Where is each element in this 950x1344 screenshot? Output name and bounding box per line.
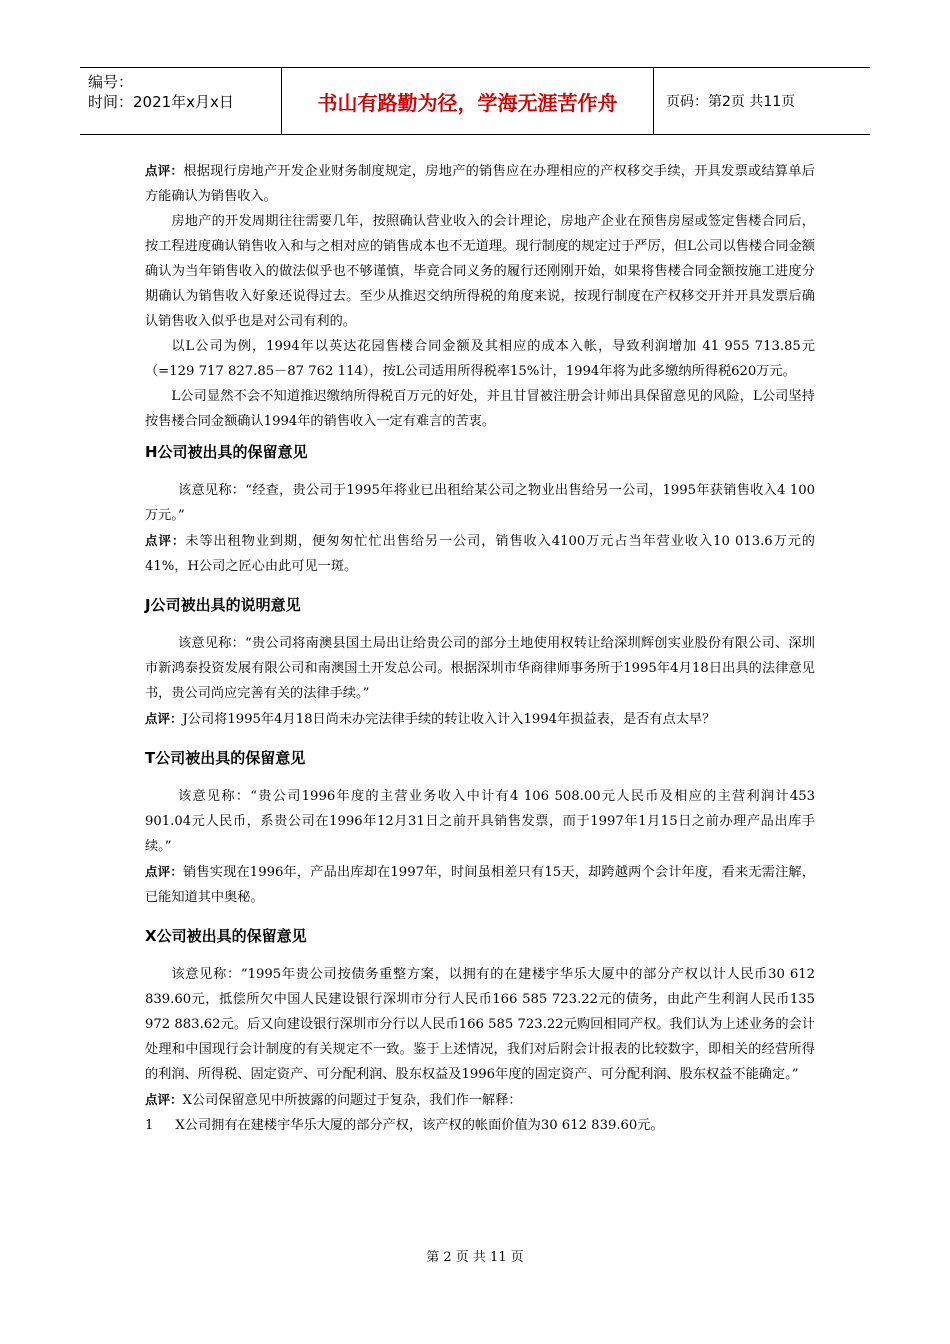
header-meta: [80, 68, 282, 134]
list-item: [145, 1113, 815, 1138]
comment-text: 未等出租物业到期，便匆匆忙忙出售给另一公司，销售收入4100万元占当年营业收入10 013.6万元的41%，H公司之匠心由此可见一斑。: [145, 534, 815, 574]
header-motto: 书山有路勤为径，学海无涯苦作舟: [282, 68, 654, 134]
document-body: [145, 158, 815, 1138]
comment-text: X公司保留意见中所披露的问题过于复杂，我们作一解释：: [182, 1093, 522, 1108]
opinion-paragraph: 该意见称：“贵公司将南澳县国土局出让给贵公司的部分土地使用权转让给深圳辉创实业股份有限公司、深圳市新鸿泰投资发展有限公司和南澳国土开发总公司。根据深圳市华商律师事务所于1995年4月18日出具的法律意见书，贵公司尚应完善有关的法律手续。”: [145, 636, 815, 701]
comment-label: 点评：: [145, 163, 184, 178]
paragraph: [145, 859, 815, 910]
paragraph: L公司显然不会不知道推迟缴纳所得税百万元的好处，并且甘冒被注册会计师出具保留意见的风险，L公司坚持按售楼合同金额确认1994年的销售收入一定有难言的苦衷。: [145, 389, 815, 429]
paragraph: 以L公司为例，1994年以英达花园售楼合同金额及其相应的成本入帐，导致利润增加 41 955 713.85元（=129 717 827.85－87 762 114），按L公司适用所得税率15%计，1994年将为此多缴纳所得税620万元。: [145, 339, 815, 379]
page-header: [80, 67, 870, 135]
paragraph: 房地产的开发周期往往需要几年，按照确认营业收入的会计理论，房地产企业在预售房屋或签定售楼合同后，按工程进度确认销售收入和与之相对应的销售成本也不无道理。现行制度的规定过于严厉，但L公司以售楼合同金额确认为当年销售收入的做法似乎也不够谨慎，毕竟合同义务的履行还刚刚开始，如果将售楼合同金额按施工进度分期确认为销售收入好象还说得过去。至少从推迟交纳所得税的角度来说，按现行制度在产权移交开并开具发票后确认销售收入似乎也是对公司有利的。: [145, 214, 815, 329]
paragraph: [145, 706, 815, 732]
comment-text: 根据现行房地产开发企业财务制度规定，房地产的销售应在办理相应的产权移交手续，开具发票或结算单后方能确认为销售收入。: [145, 164, 815, 204]
paragraph: [145, 158, 815, 209]
comment-text: J公司将1995年4月18日尚未办完法律手续的转让收入计入1994年损益表，是否有点太早？: [182, 712, 716, 727]
section-heading: J公司被出具的说明意见: [145, 596, 301, 614]
comment-label: 点评：: [145, 711, 183, 726]
section-heading: X公司被出具的保留意见: [145, 927, 307, 945]
item-number: 1: [145, 1118, 154, 1133]
header-page-number: 页码：第2页 共11页: [666, 94, 796, 110]
paragraph: [145, 528, 815, 579]
comment-text: 销售实现在1996年，产品出库却在1997年，时间虽相差只有15天，却跨越两个会计年度，看来无需注解，已能知道其中奥秘。: [145, 865, 815, 905]
section-heading: T公司被出具的保留意见: [145, 749, 306, 767]
comment-label: 点评：: [145, 533, 186, 548]
section-heading: H公司被出具的保留意见: [145, 443, 308, 461]
opinion-paragraph: 该意见称：“经查，贵公司于1995年将业已出租给某公司之物业出售给另一公司，1995年获销售收入4 100万元。”: [145, 483, 815, 523]
number-label: 编号：: [88, 73, 134, 91]
comment-label: 点评：: [145, 864, 184, 879]
item-text: X公司拥有在建楼宇华乐大厦的部分产权，该产权的帐面价值为30 612 839.60元。: [175, 1118, 664, 1133]
comment-label: 点评：: [145, 1092, 183, 1107]
opinion-paragraph: 该意见称：“贵公司1996年度的主营业务收入中计有4 106 508.00元人民币及相应的主营利润计453 901.04元人民币，系贵公司在1996年12月31日之前开具销售发票，而于1997年1月15日之前办理产品出库手续。”: [145, 789, 815, 854]
opinion-paragraph: 该意见称：“1995年贵公司按债务重整方案，以拥有的在建楼宇华乐大厦中的部分产权以计人民币30 612 839.60元，抵偿所欠中国人民建设银行深圳市分行人民币166 585 723.22元的债务，由此产生利润人民币135 972 883.62元。后又向建设银行深圳市分行以人民币166 585 723.22元购回相同产权。我们认为上述业务的会计处理和中国现行会计制度的有关规定不一致。鉴于上述情况，我们对后附会计报表的比较数字，即相关的经营所得的利润、所得税、固定资产、可分配利润、股东权益及1996年度的固定资产、可分配利润、股东权益不能确定。”: [145, 967, 815, 1082]
page-footer: 第 2 页 共 11 页: [426, 1250, 524, 1265]
time-label: 时间：2021年x月x日: [88, 93, 234, 111]
paragraph: [145, 1087, 815, 1113]
